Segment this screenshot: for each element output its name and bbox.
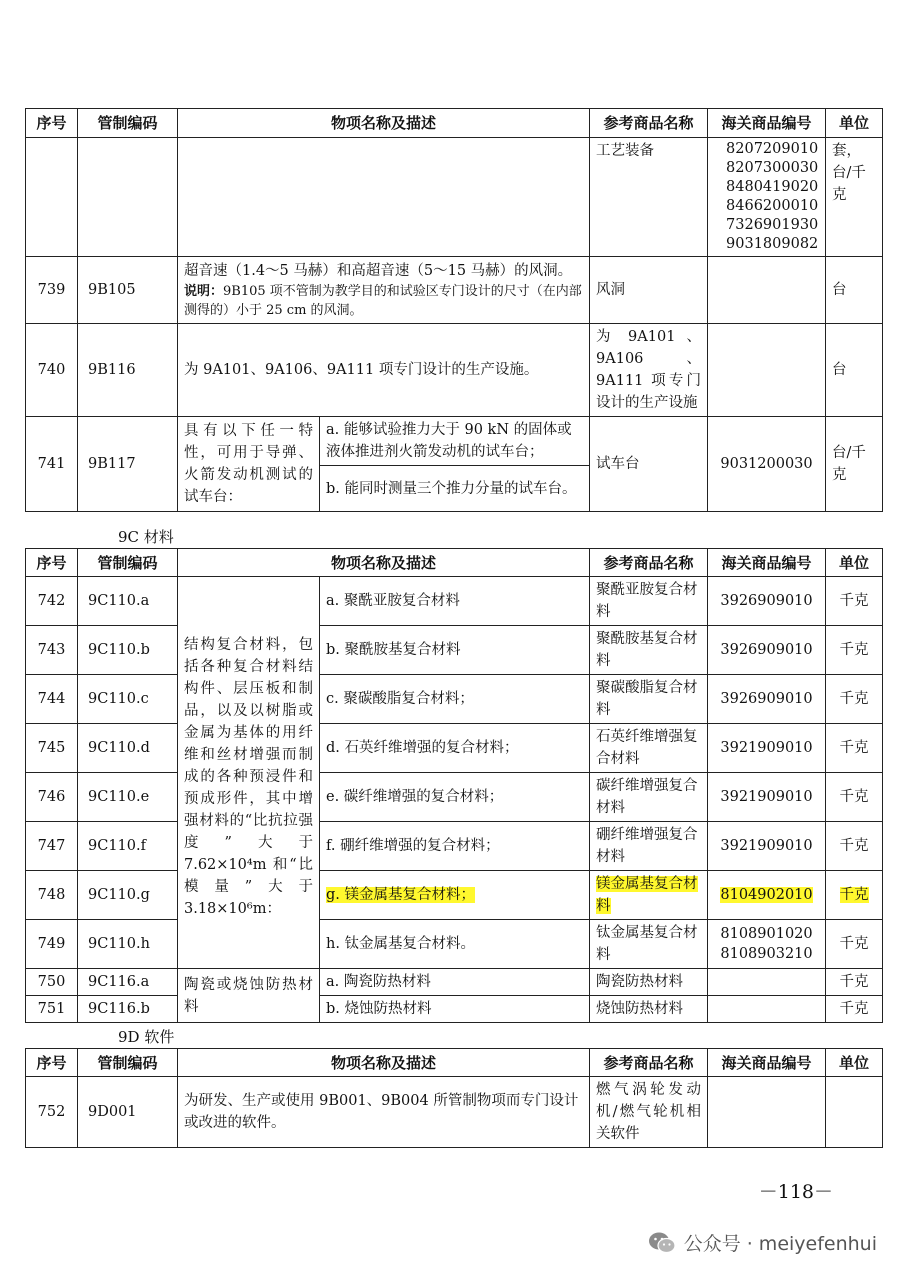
- header-desc: 物项名称及描述: [178, 109, 590, 138]
- header-unit: 单位: [826, 109, 883, 138]
- header-code: 管制编码: [78, 549, 178, 577]
- hs-code: 8108901020 8108903210: [708, 920, 826, 969]
- unit: 千克: [826, 920, 883, 969]
- row-no-cell: [26, 138, 78, 257]
- row-no: 745: [26, 724, 78, 773]
- header-no: 序号: [26, 549, 78, 577]
- sub-item: f. 硼纤维增强的复合材料；: [320, 822, 590, 871]
- row-code: 9B105: [78, 257, 178, 324]
- highlight-text: 镁金属基复合材料: [596, 876, 698, 914]
- desc-note: [184, 282, 583, 320]
- watermark: [648, 1229, 877, 1256]
- sub-item: a. 能够试验推力大于 90 kN 的固体或液体推进剂火箭发动机的试车台；: [320, 417, 590, 466]
- wechat-icon: [648, 1231, 676, 1255]
- row-no: 751: [26, 996, 78, 1023]
- ref-name-highlighted: [590, 871, 708, 920]
- group-desc: 具有以下任一特性，可用于导弹、火箭发动机测试的试车台：: [178, 417, 320, 512]
- watermark-text: 公众号 · meiyefenhui: [683, 1233, 877, 1255]
- highlight-text: 千克: [839, 887, 869, 903]
- hs-code: 3921909010: [708, 773, 826, 822]
- unit: 千克: [826, 996, 883, 1023]
- ref-name: 钛金属基复合材料: [590, 920, 708, 969]
- header-desc: 物项名称及描述: [178, 549, 590, 577]
- row-code: 9C110.c: [78, 675, 178, 724]
- control-table-9d: [25, 1048, 883, 1148]
- unit: 千克: [826, 577, 883, 626]
- row-code-cell: [78, 138, 178, 257]
- sub-item: h. 钛金属基复合材料。: [320, 920, 590, 969]
- note-text: 9B105 项不管制为教学目的和试验区专门设计的尺寸（在内部测得的）小于 25 cm 的风洞。: [184, 284, 582, 318]
- header-code: 管制编码: [78, 109, 178, 138]
- ref-name: 陶瓷防热材料: [590, 969, 708, 996]
- row-desc-cell: [178, 138, 590, 257]
- row-code: 9C110.h: [78, 920, 178, 969]
- highlight-text: 8104902010: [720, 887, 813, 903]
- row-no: 739: [26, 257, 78, 324]
- header-unit: 单位: [826, 549, 883, 577]
- group-desc: 结构复合材料，包括各种复合材料结构件、层压板和制品，以及以树脂或金属为基体的用纤维和丝材增强而制成的各种预浸件和预成形件，其中增强材料的“比抗拉强度”大于 7.62×10⁴m 和“比模量”大于 3.18×10⁶m：: [178, 577, 320, 969]
- header-code: 管制编码: [78, 1049, 178, 1077]
- table-row: [26, 920, 883, 969]
- ref-name: 燃气涡轮发动机/燃气轮机相关软件: [590, 1077, 708, 1148]
- table-row: [26, 577, 883, 626]
- hs-code: 3926909010: [708, 626, 826, 675]
- row-code: 9C110.a: [78, 577, 178, 626]
- header-hs: 海关商品编号: [708, 109, 826, 138]
- table-row: [26, 871, 883, 920]
- table-row: [26, 675, 883, 724]
- row-code: 9C110.e: [78, 773, 178, 822]
- row-code: 9C110.f: [78, 822, 178, 871]
- unit: 千克: [826, 724, 883, 773]
- row-no: 741: [26, 417, 78, 512]
- desc-text: 超音速（1.4～5 马赫）和高超音速（5～15 马赫）的风洞。: [184, 263, 573, 279]
- table-row: [26, 1077, 883, 1148]
- highlight-text: g. 镁金属基复合材料；: [326, 887, 475, 903]
- ref-name: 试车台: [590, 417, 708, 512]
- ref-name: 石英纤维增强复合材料: [590, 724, 708, 773]
- sub-item: c. 聚碳酸脂复合材料；: [320, 675, 590, 724]
- table-row: [26, 724, 883, 773]
- hs-code: 9031200030: [708, 417, 826, 512]
- header-ref: 参考商品名称: [590, 549, 708, 577]
- sub-item: a. 陶瓷防热材料: [320, 969, 590, 996]
- table-row: [26, 996, 883, 1023]
- row-no: 744: [26, 675, 78, 724]
- row-no: 748: [26, 871, 78, 920]
- note-label: 说明：: [184, 284, 224, 299]
- header-hs: 海关商品编号: [708, 549, 826, 577]
- row-no: 742: [26, 577, 78, 626]
- row-no: 746: [26, 773, 78, 822]
- ref-name-cell: 工艺装备: [590, 138, 708, 257]
- sub-item: b. 能同时测量三个推力分量的试车台。: [320, 466, 590, 512]
- hs-code: 3926909010: [708, 675, 826, 724]
- header-desc: 物项名称及描述: [178, 1049, 590, 1077]
- row-code: 9C116.a: [78, 969, 178, 996]
- hs-code: 3921909010: [708, 724, 826, 773]
- row-code: 9B117: [78, 417, 178, 512]
- hs-code: 3926909010: [708, 577, 826, 626]
- table-row: [26, 969, 883, 996]
- row-code: 9B116: [78, 324, 178, 417]
- row-code: 9C110.g: [78, 871, 178, 920]
- table-row: [26, 324, 883, 417]
- unit: 千克: [826, 773, 883, 822]
- hs-code: 3921909010: [708, 822, 826, 871]
- table-row: [26, 822, 883, 871]
- row-no: 752: [26, 1077, 78, 1148]
- sub-item: e. 碳纤维增强的复合材料；: [320, 773, 590, 822]
- table-row: [26, 417, 883, 466]
- row-desc: 为研发、生产或使用 9B001、9B004 所管制物项而专门设计或改进的软件。: [178, 1077, 590, 1148]
- row-code: 9C116.b: [78, 996, 178, 1023]
- ref-name: 硼纤维增强复合材料: [590, 822, 708, 871]
- group-desc: 陶瓷或烧蚀防热材料: [178, 969, 320, 1023]
- sub-item: a. 聚酰亚胺复合材料: [320, 577, 590, 626]
- row-code: 9C110.d: [78, 724, 178, 773]
- unit: [826, 1077, 883, 1148]
- header-unit: 单位: [826, 1049, 883, 1077]
- header-ref: 参考商品名称: [590, 109, 708, 138]
- unit: 千克: [826, 675, 883, 724]
- ref-name: 聚碳酸脂复合材料: [590, 675, 708, 724]
- ref-name: 风洞: [590, 257, 708, 324]
- sub-item: b. 聚酰胺基复合材料: [320, 626, 590, 675]
- table-row: [26, 626, 883, 675]
- hs-codes-cell: 8207209010 8207300030 8480419020 8466200010 7326901930 9031809082: [708, 138, 826, 257]
- row-no: 747: [26, 822, 78, 871]
- hs-code: [708, 996, 826, 1023]
- row-desc: 为 9A101、9A106、9A111 项专门设计的生产设施。: [178, 324, 590, 417]
- unit-cell: 套，台/千克: [826, 138, 883, 257]
- unit: 台: [826, 257, 883, 324]
- table-row: [26, 773, 883, 822]
- unit: 千克: [826, 822, 883, 871]
- hs-code: [708, 257, 826, 324]
- section-title-9c: 9C 材料: [118, 528, 174, 546]
- unit: 千克: [826, 626, 883, 675]
- control-table-9b: [25, 108, 883, 512]
- header-hs: 海关商品编号: [708, 1049, 826, 1077]
- sub-item: b. 烧蚀防热材料: [320, 996, 590, 1023]
- ref-name: 聚酰胺基复合材料: [590, 626, 708, 675]
- hs-code: [708, 1077, 826, 1148]
- hs-code: [708, 969, 826, 996]
- row-no: 740: [26, 324, 78, 417]
- row-no: 749: [26, 920, 78, 969]
- sub-item: d. 石英纤维增强的复合材料；: [320, 724, 590, 773]
- row-code: 9C110.b: [78, 626, 178, 675]
- ref-name: 烧蚀防热材料: [590, 996, 708, 1023]
- hs-code: [708, 324, 826, 417]
- unit: 台/千克: [826, 417, 883, 512]
- ref-name: 碳纤维增强复合材料: [590, 773, 708, 822]
- hs-code-highlighted: [708, 871, 826, 920]
- sub-item-highlighted: [320, 871, 590, 920]
- row-no: 743: [26, 626, 78, 675]
- page-number: －118－: [758, 1181, 833, 1203]
- table-row: [26, 257, 883, 324]
- ref-name: 为 9A101 、9A106、9A111 项专门设计的生产设施: [590, 324, 708, 417]
- header-ref: 参考商品名称: [590, 1049, 708, 1077]
- header-no: 序号: [26, 109, 78, 138]
- table-row: [26, 138, 883, 257]
- row-desc: [178, 257, 590, 324]
- unit: 台: [826, 324, 883, 417]
- control-table-9c: [25, 548, 883, 1023]
- unit-highlighted: [826, 871, 883, 920]
- unit: 千克: [826, 969, 883, 996]
- row-code: 9D001: [78, 1077, 178, 1148]
- section-title-9d: 9D 软件: [118, 1028, 175, 1046]
- ref-name: 聚酰亚胺复合材料: [590, 577, 708, 626]
- header-no: 序号: [26, 1049, 78, 1077]
- row-no: 750: [26, 969, 78, 996]
